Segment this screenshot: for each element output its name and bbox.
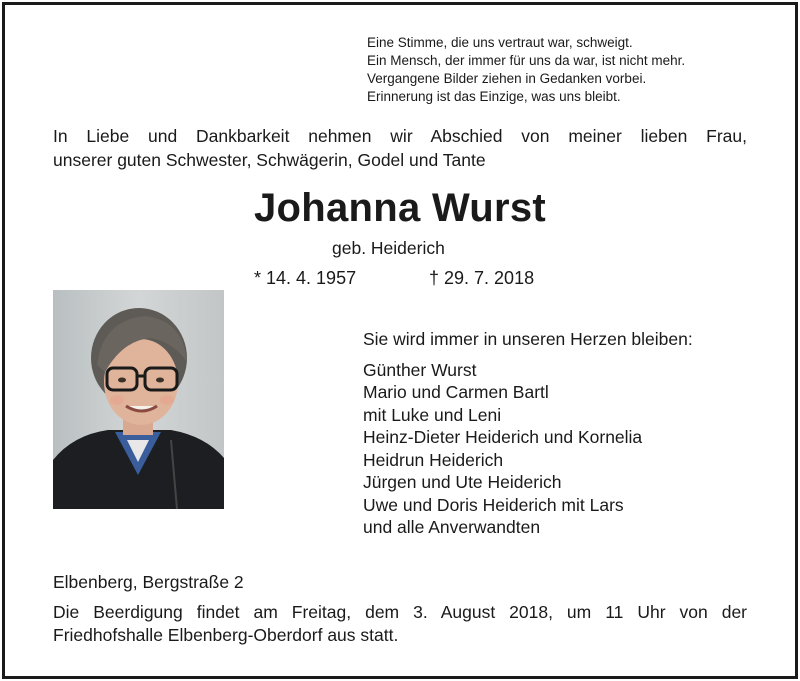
mourner-name: Mario und Carmen Bartl (363, 382, 549, 402)
birth-date: * 14. 4. 1957 (254, 268, 357, 288)
intro-text (53, 124, 747, 172)
mourner-name: und alle Anverwandten (363, 517, 541, 537)
mourner-name: Uwe und Doris Heiderich mit Lars (363, 494, 624, 515)
mourner-name: Günther Wurst (363, 359, 477, 380)
funeral-info (53, 601, 747, 647)
mourner-name: Heinz-Dieter Heiderich und Kornelia (363, 427, 643, 447)
deceased-name: Johanna Wurst (253, 186, 547, 230)
portrait-illustration (53, 290, 224, 509)
mourner-name: mit Luke und Leni (363, 404, 502, 425)
poem-line: Eine Stimme, die uns vertraut war, schweigt. (367, 35, 633, 50)
intro-line: In Liebe und Dankbarkeit nehmen wir Abschied von meiner lieben Frau, (53, 126, 747, 146)
address: Elbenberg, Bergstraße 2 (53, 572, 244, 592)
poem-line: Ein Mensch, der immer für uns da war, ist nicht mehr. (367, 53, 686, 68)
poem-line: Erinnerung ist das Einzige, was uns bleibt. (367, 89, 621, 104)
death-date: † 29. 7. 2018 (429, 268, 535, 288)
portrait-photo (53, 290, 224, 509)
funeral-line: Die Beerdigung findet am Freitag, dem 3. August 2018, um 11 Uhr von der (53, 602, 747, 622)
mourner-name: Jürgen und Ute Heiderich (363, 472, 562, 492)
maiden-name: geb. Heiderich (332, 238, 445, 258)
mourners-list (363, 328, 693, 539)
memorial-poem (367, 34, 685, 106)
funeral-line: Friedhofshalle Elbenberg-Oberdorf aus statt. (53, 625, 399, 645)
mourners-lead: Sie wird immer in unseren Herzen bleiben: (363, 329, 693, 349)
poem-line: Vergangene Bilder ziehen in Gedanken vorbei. (367, 71, 647, 86)
mourner-name: Heidrun Heiderich (363, 449, 504, 470)
intro-line: unserer guten Schwester, Schwägerin, Godel und Tante (53, 150, 486, 170)
